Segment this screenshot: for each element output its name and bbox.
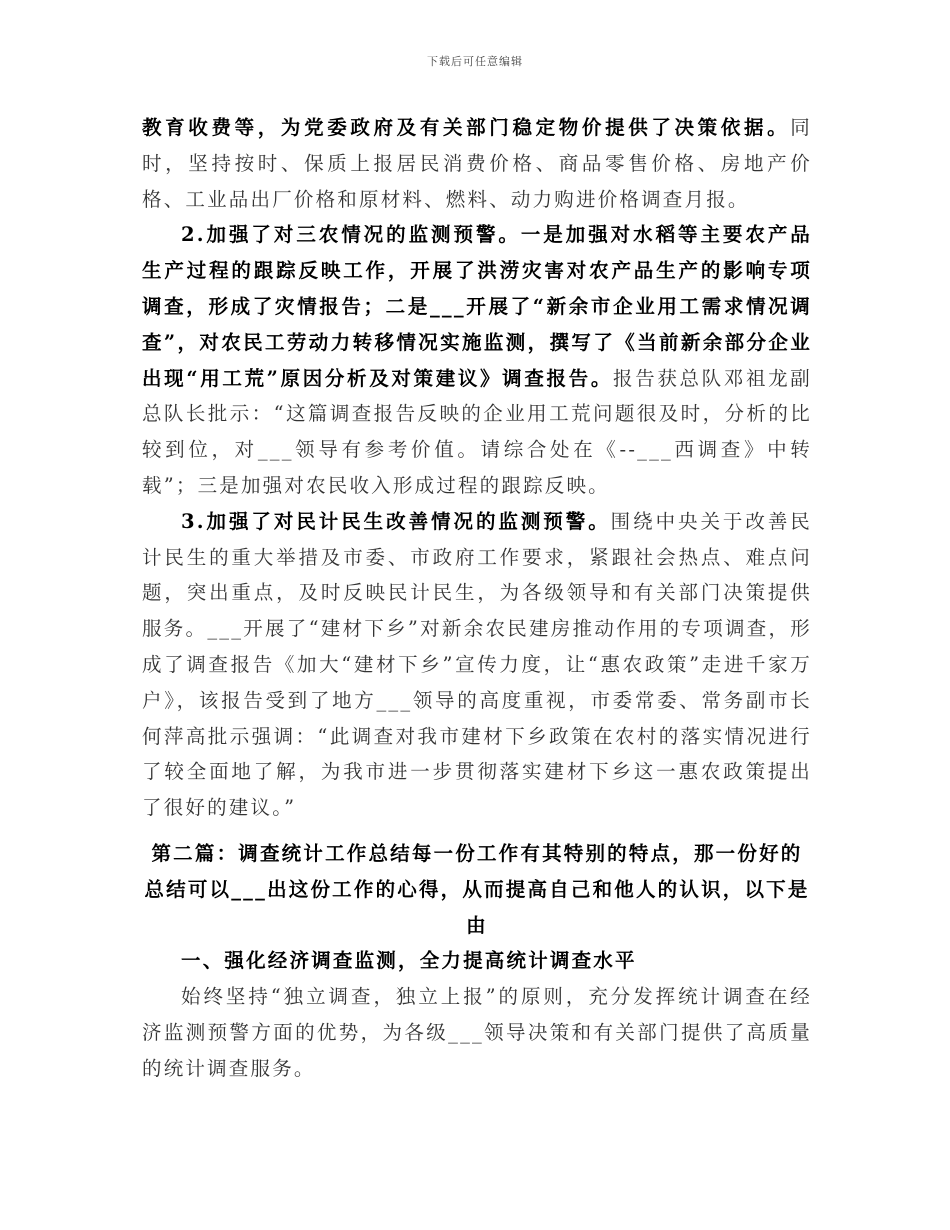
page-header-note: 下载后可任意编辑 <box>427 55 523 68</box>
paragraph-2-text: 报告获总队邓祖龙副总队长批示：“这篇调查报告反映的企业用工荒问题很及时，分析的比较到位，对___领导有参考价值。请综合处在《--___西调查》中转载”；三是加强对农民收入形成过程的跟踪反映。 <box>142 366 812 497</box>
paragraph-2-bold: 2.加强了对三农情况的监测预警。一是加强对水稻等主要农产品生产过程的跟踪反映工作，开展了洪涝灾害对农产品生产的影响专项调查，形成了灾情报告；二是___开展了“新余市企业用工需求情况调查”，对农民工劳动力转移情况实施监测，撰写了《当前新余部分企业出现“用工荒”原因分析及对策建议》调查报告。 <box>142 223 812 390</box>
paragraph-1-bold: 教育收费等，为党委政府及有关部门稳定物价提供了决策依据。 <box>142 116 791 139</box>
paragraph-3-bold: 3.加强了对民计民生改善情况的监测预警。 <box>181 509 611 533</box>
document-body <box>142 110 812 1087</box>
section-heading-1: 一、强化经济调查监测，全力提高统计调查水平 <box>181 949 637 973</box>
paragraph-4: 始终坚持“独立调查，独立上报”的原则，充分发挥统计调查在经济监测预警方面的优势，为各级___领导决策和有关部门提供了高质量的统计调查服务。 <box>142 985 812 1080</box>
paragraph-1 <box>142 110 812 217</box>
section-title: 第二篇：调查统计工作总结每一份工作有其特别的特点，那一份好的总结可以___出这份工作的心得，从而提高自己和他人的认识，以下是由 <box>144 841 810 937</box>
paragraph-3 <box>142 504 812 826</box>
paragraph-3-text: 围绕中央关于改善民计民生的重大举措及市委、市政府工作要求，紧跟社会热点、难点问题，突出重点，及时反映民计民生，为各级领导和有关部门决策提供服务。___开展了“建材下乡”对新余农民建房推动作用的专项调查，形成了调查报告《加大“建材下乡”宣传力度，让“惠农政策”走进千家万户》，该报告受到了地方___领导的高度重视，市委常委、常务副市长何萍高批示强调：“此调查对我市建材下乡政策在农村的落实情况进行了较全面地了解，为我市进一步贯彻落实建材下乡这一惠农政策提出了很好的建议。” <box>142 509 812 820</box>
paragraph-2 <box>142 217 812 503</box>
paragraph-1-text: 同时，坚持按时、保质上报居民消费价格、商品零售价格、房地产价格、工业品出厂价格和原材料、燃料、动力购进价格调查月报。 <box>142 116 812 211</box>
